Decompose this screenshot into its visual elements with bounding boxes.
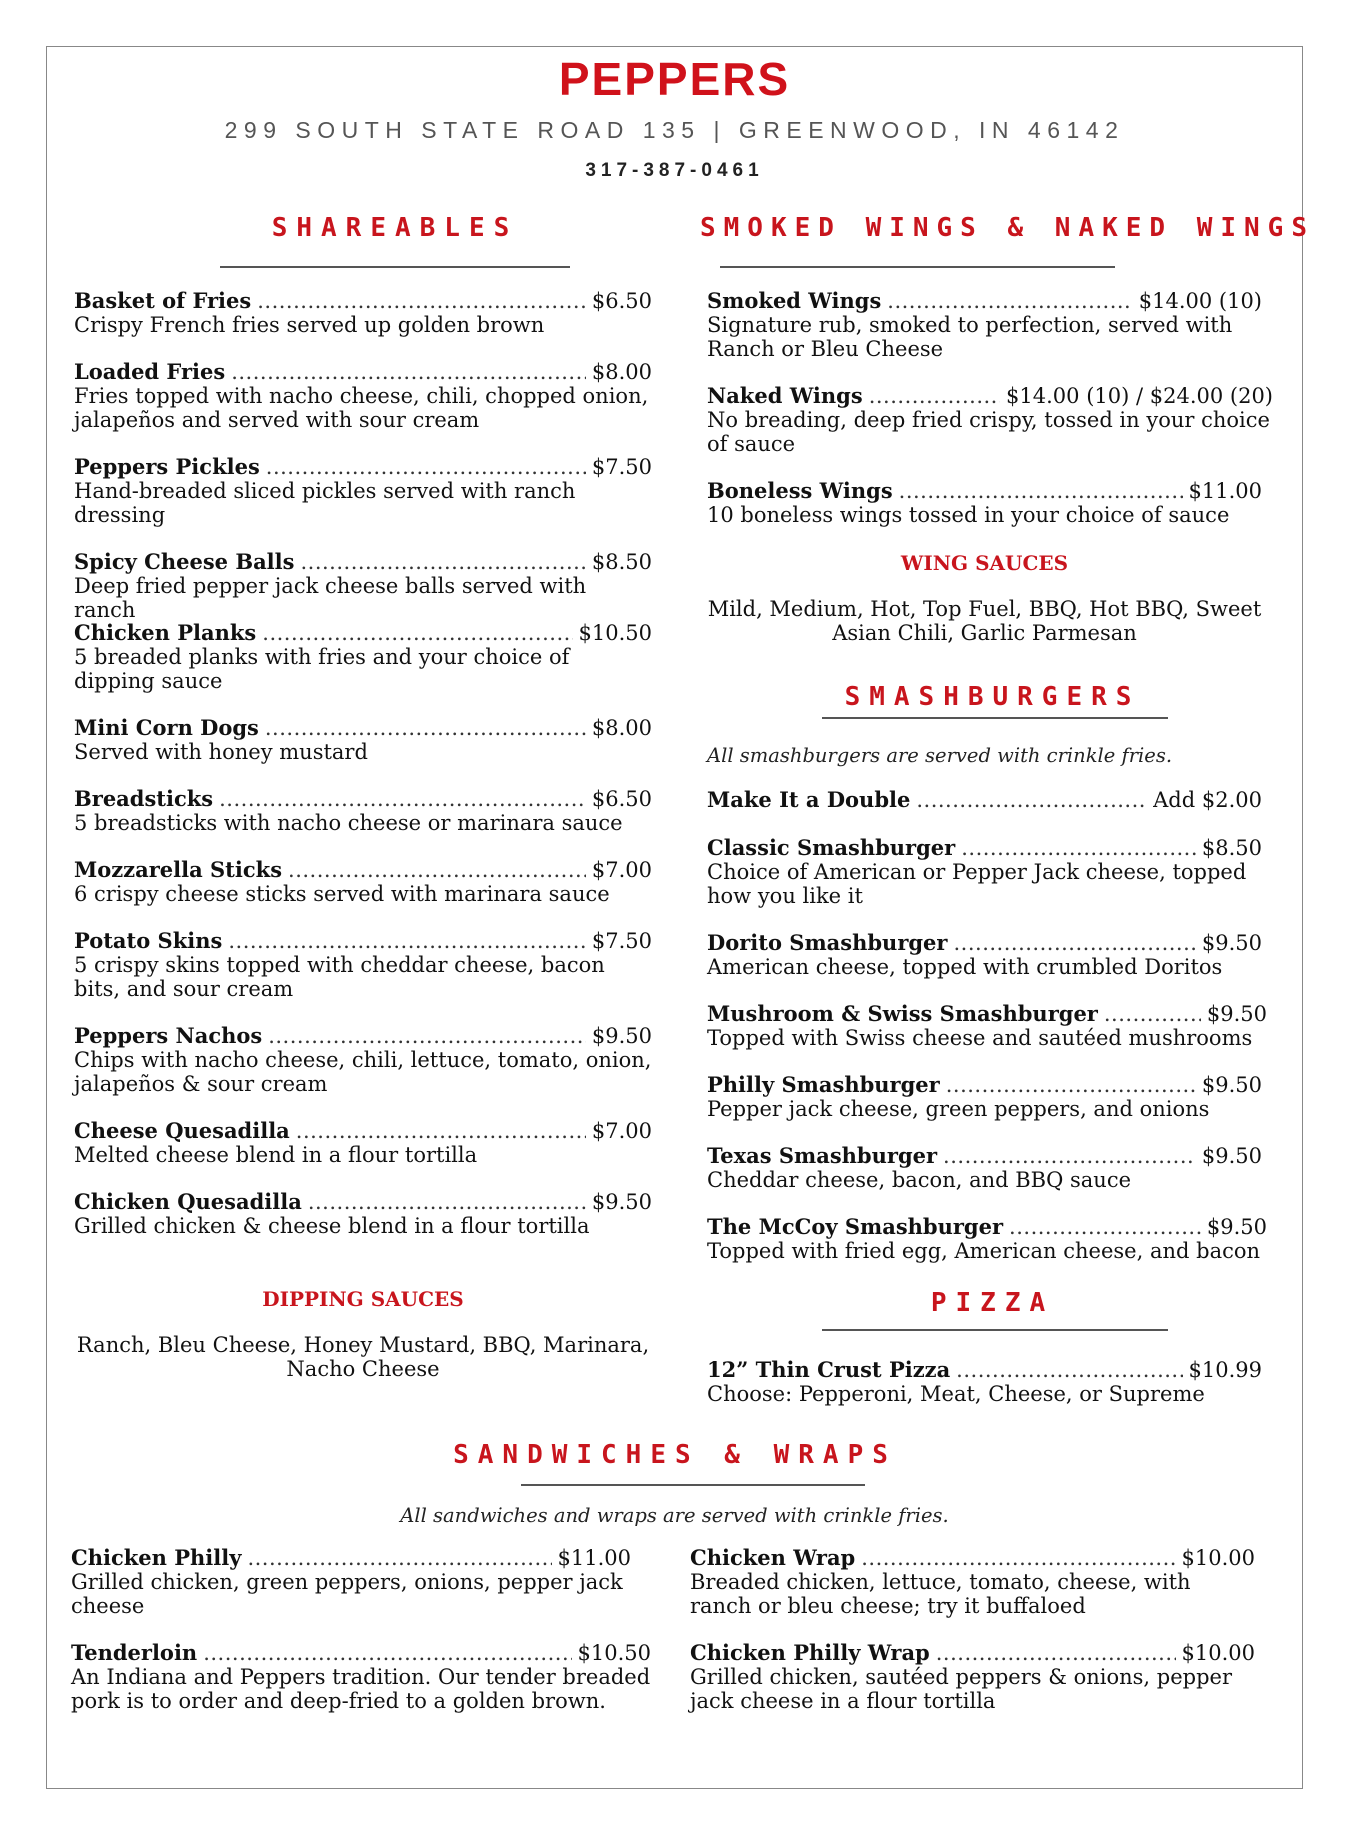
menu-item bbox=[74, 550, 652, 622]
item-description: Breaded chicken, lettuce, tomato, cheese, with ranch or bleu cheese; try it buffaloed bbox=[690, 1570, 1191, 1618]
item-price: $10.50 bbox=[578, 621, 652, 645]
item-name: The McCoy Smashburger bbox=[707, 1214, 1004, 1239]
menu-item bbox=[74, 858, 652, 906]
item-description: Pepper jack cheese, green peppers, and onions bbox=[707, 1097, 1210, 1121]
item-description: Cheddar cheese, bacon, and BBQ sauce bbox=[707, 1168, 1132, 1192]
item-description: Chips with nacho cheese, chili, lettuce, tomato, onion, jalapeños & sour cream bbox=[74, 1048, 652, 1096]
menu-item bbox=[707, 384, 1273, 456]
item-price: $9.50 bbox=[1201, 1073, 1262, 1097]
smashburgers-note: All smashburgers are served with crinkle fries. bbox=[707, 744, 1173, 767]
item-price: $10.00 bbox=[1181, 1641, 1255, 1665]
item-name: Boneless Wings bbox=[707, 478, 893, 503]
item-name: Mozzarella Sticks bbox=[74, 857, 283, 882]
section-title-wings: SMOKED WINGS & NAKED WINGS bbox=[700, 213, 1315, 243]
item-price: $6.50 bbox=[591, 787, 652, 811]
menu-item bbox=[690, 1546, 1255, 1618]
menu-item bbox=[71, 1546, 631, 1618]
item-name: Mushroom & Swiss Smashburger bbox=[707, 1001, 1098, 1026]
item-price: $8.00 bbox=[591, 360, 652, 384]
menu-item bbox=[707, 1144, 1262, 1192]
item-name: Breadsticks bbox=[74, 786, 214, 811]
section-divider bbox=[720, 266, 1115, 268]
item-name: Smoked Wings bbox=[707, 288, 882, 313]
menu-item bbox=[707, 788, 1262, 812]
restaurant-phone: 317-387-0461 bbox=[585, 160, 764, 181]
item-name: Peppers Nachos bbox=[74, 1023, 263, 1048]
wing-sauces-title: WING SAUCES bbox=[900, 551, 1069, 575]
menu-item bbox=[707, 1215, 1267, 1263]
menu-item bbox=[74, 455, 652, 527]
section-divider bbox=[822, 717, 1168, 719]
item-description: 10 boneless wings tossed in your choice of sauce bbox=[707, 503, 1230, 527]
dipping-sauces-list: Ranch, Bleu Cheese, Honey Mustard, BBQ, Marinara, Nacho Cheese bbox=[76, 1333, 650, 1381]
item-name: Mini Corn Dogs bbox=[74, 715, 259, 740]
menu-item bbox=[74, 1024, 652, 1096]
menu-item bbox=[707, 1358, 1262, 1406]
item-price: $10.50 bbox=[577, 1641, 651, 1665]
wing-sauces-list: Mild, Medium, Hot, Top Fuel, BBQ, Hot BBQ, Sweet Asian Chili, Garlic Parmesan bbox=[707, 597, 1262, 645]
item-name: Texas Smashburger bbox=[707, 1143, 938, 1168]
item-description: Deep fried pepper jack cheese balls served with ranch bbox=[74, 574, 587, 622]
section-divider bbox=[521, 1484, 865, 1486]
item-description: Grilled chicken & cheese blend in a flour tortilla bbox=[74, 1214, 590, 1238]
item-name: Peppers Pickles bbox=[74, 454, 260, 479]
menu-item bbox=[707, 931, 1262, 979]
menu-item bbox=[707, 1073, 1262, 1121]
item-description: 5 breaded planks with fries and your choice of dipping sauce bbox=[74, 645, 570, 693]
item-description: Grilled chicken, green peppers, onions, pepper jack cheese bbox=[71, 1570, 623, 1618]
item-price: $10.00 bbox=[1181, 1546, 1255, 1570]
item-price: $8.50 bbox=[1201, 836, 1262, 860]
item-name: Cheese Quesadilla bbox=[74, 1118, 290, 1143]
item-name: Chicken Philly Wrap bbox=[690, 1640, 930, 1665]
item-name: Chicken Wrap bbox=[690, 1545, 856, 1570]
item-description: American cheese, topped with crumbled Doritos bbox=[707, 955, 1223, 979]
item-description: Topped with fried egg, American cheese, and bacon bbox=[707, 1239, 1261, 1263]
item-description: Served with honey mustard bbox=[74, 740, 368, 764]
item-price: $14.00 (10) bbox=[1138, 289, 1262, 313]
item-price: $8.00 bbox=[591, 716, 652, 740]
item-price: $9.50 bbox=[1201, 931, 1262, 955]
item-name: Chicken Quesadilla bbox=[74, 1189, 302, 1214]
section-title-sandwiches: SANDWICHES & WRAPS bbox=[453, 1440, 897, 1470]
item-description: Hand-breaded sliced pickles served with ranch dressing bbox=[74, 479, 576, 527]
item-description: Crispy French fries served up golden brown bbox=[74, 313, 545, 337]
item-name: Dorito Smashburger bbox=[707, 930, 948, 955]
item-price: $11.00 bbox=[1188, 479, 1262, 503]
dipping-sauces-title: DIPPING SAUCES bbox=[262, 1287, 464, 1311]
item-price: $7.00 bbox=[591, 1119, 652, 1143]
item-price: $7.00 bbox=[591, 858, 652, 882]
menu-item bbox=[707, 1002, 1267, 1050]
item-description: 5 breadsticks with nacho cheese or marinara sauce bbox=[74, 811, 623, 835]
item-description: Choose: Pepperoni, Meat, Cheese, or Supreme bbox=[707, 1382, 1205, 1406]
item-price: $6.50 bbox=[591, 289, 652, 313]
menu-item bbox=[71, 1641, 651, 1713]
item-description: Grilled chicken, sautéed peppers & onions, pepper jack cheese in a flour tortilla bbox=[690, 1665, 1232, 1713]
item-name: Naked Wings bbox=[707, 383, 863, 408]
item-price: $9.50 bbox=[1206, 1002, 1267, 1026]
item-name: Loaded Fries bbox=[74, 359, 226, 384]
item-price: $7.50 bbox=[591, 455, 652, 479]
item-price: $7.50 bbox=[591, 929, 652, 953]
item-price: Add $2.00 bbox=[1153, 788, 1262, 812]
item-price: $11.00 bbox=[557, 1546, 631, 1570]
section-title-smashburgers: SMASHBURGERS bbox=[844, 682, 1141, 712]
menu-item bbox=[707, 479, 1262, 527]
restaurant-name: PEPPERS bbox=[558, 53, 791, 105]
item-description: Melted cheese blend in a flour tortilla bbox=[74, 1143, 478, 1167]
item-name: Tenderloin bbox=[71, 1640, 198, 1665]
item-name: Potato Skins bbox=[74, 928, 223, 953]
menu-item bbox=[74, 1119, 652, 1167]
menu-item bbox=[74, 929, 652, 1001]
menu-item bbox=[74, 360, 652, 432]
menu-item bbox=[74, 787, 652, 835]
menu-item bbox=[707, 836, 1262, 908]
section-title-pizza: PIZZA bbox=[930, 1288, 1055, 1318]
menu-item bbox=[74, 716, 652, 764]
item-name: Classic Smashburger bbox=[707, 835, 956, 860]
menu-item bbox=[690, 1641, 1255, 1713]
item-description: Fries topped with nacho cheese, chili, chopped onion, jalapeños and served with sour cream bbox=[74, 384, 649, 432]
item-description: Choice of American or Pepper Jack cheese, topped how you like it bbox=[707, 860, 1247, 908]
item-price: $14.00 (10) / $24.00 (20) bbox=[1006, 384, 1273, 408]
item-price: $9.50 bbox=[1206, 1215, 1267, 1239]
item-name: Philly Smashburger bbox=[707, 1072, 940, 1097]
item-price: $9.50 bbox=[1201, 1144, 1262, 1168]
item-price: $9.50 bbox=[591, 1024, 652, 1048]
item-price: $10.99 bbox=[1188, 1358, 1262, 1382]
item-name: Basket of Fries bbox=[74, 288, 252, 313]
item-description: No breading, deep fried crispy, tossed in your choice of sauce bbox=[707, 408, 1270, 456]
item-description: 5 crispy skins topped with cheddar cheese, bacon bits, and sour cream bbox=[74, 953, 605, 1001]
item-name: Spicy Cheese Balls bbox=[74, 549, 295, 574]
section-divider bbox=[822, 1329, 1168, 1331]
menu-item bbox=[74, 1190, 652, 1238]
item-price: $8.50 bbox=[591, 550, 652, 574]
item-description: Signature rub, smoked to perfection, served with Ranch or Bleu Cheese bbox=[707, 313, 1233, 361]
item-description: An Indiana and Peppers tradition. Our tender breaded pork is to order and deep-fried to a golden brown. bbox=[71, 1665, 651, 1713]
item-name: Chicken Planks bbox=[74, 620, 257, 645]
restaurant-address: 299 SOUTH STATE ROAD 135 | GREENWOOD, IN 46142 bbox=[224, 117, 1125, 143]
item-name: 12” Thin Crust Pizza bbox=[707, 1357, 951, 1382]
item-description: Topped with Swiss cheese and sautéed mushrooms bbox=[707, 1026, 1253, 1050]
menu-item bbox=[74, 289, 652, 337]
item-description: 6 crispy cheese sticks served with marinara sauce bbox=[74, 882, 610, 906]
sandwiches-note: All sandwiches and wraps are served with crinkle fries. bbox=[400, 1504, 949, 1527]
menu-item bbox=[707, 289, 1262, 361]
item-name: Make It a Double bbox=[707, 787, 911, 812]
section-divider bbox=[220, 266, 570, 268]
menu-item bbox=[74, 621, 652, 693]
item-name: Chicken Philly bbox=[71, 1545, 242, 1570]
section-title-shareables: SHAREABLES bbox=[271, 213, 519, 243]
item-price: $9.50 bbox=[591, 1190, 652, 1214]
